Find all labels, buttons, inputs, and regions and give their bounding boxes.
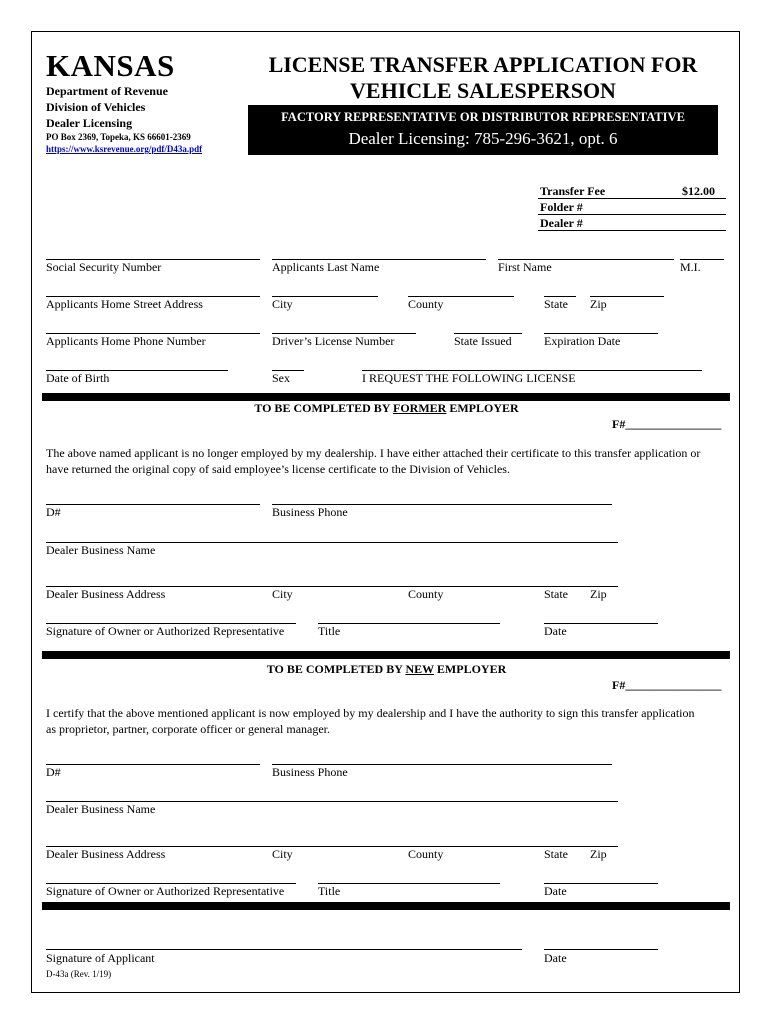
home-state-label: State	[544, 297, 568, 311]
new-zip-label: Zip	[590, 847, 607, 861]
last-name-label: Applicants Last Name	[272, 260, 380, 274]
home-city-label: City	[272, 297, 293, 311]
former-employer-statement: The above named applicant is no longer employed by my dealership. I have either attached their certificate to this transfer application or have returned the original copy of said employee’s license certificate to the Division of Vehicles.	[46, 446, 701, 476]
new-state-label: State	[544, 847, 568, 861]
header-dark-box	[248, 105, 718, 155]
home-county-label: County	[408, 297, 444, 311]
transfer-fee-label: Transfer Fee	[540, 184, 606, 198]
form-page	[31, 31, 740, 993]
mailing-address: PO Box 2369, Topeka, KS 66601-2369	[46, 132, 191, 142]
dl-expiration-label: Expiration Date	[544, 334, 621, 348]
new-employer-heading: TO BE COMPLETED BY NEW EMPLOYER	[266, 662, 507, 676]
folder-number-field[interactable]	[538, 214, 726, 215]
dl-state-issued-label: State Issued	[454, 334, 512, 348]
transfer-fee-value: $12.00	[682, 184, 715, 198]
applicant-signature-field[interactable]	[46, 949, 522, 950]
sex-label: Sex	[272, 371, 290, 385]
new-title-field[interactable]	[318, 883, 500, 884]
mi-label: M.I.	[680, 260, 701, 274]
form-title-line1: LICENSE TRANSFER APPLICATION FOR	[268, 52, 698, 77]
applicant-signature-label: Signature of Applicant	[46, 951, 155, 965]
form-revision-id: D-43a (Rev. 1/19)	[46, 969, 112, 979]
applicant-date-label: Date	[544, 951, 567, 965]
form-title-line2: VEHICLE SALESPERSON	[350, 78, 616, 103]
license-request-label: I REQUEST THE FOLLOWING LICENSE	[362, 371, 576, 385]
section-divider-former	[42, 393, 730, 401]
new-title-label: Title	[318, 884, 341, 898]
new-signature-label: Signature of Owner or Authorized Representative	[46, 884, 285, 898]
unit-name: Dealer Licensing	[46, 116, 133, 130]
folder-number-label: Folder #	[540, 200, 583, 214]
new-business-address-label: Dealer Business Address	[46, 847, 166, 861]
state-title: KANSAS	[46, 48, 175, 83]
new-city-label: City	[272, 847, 293, 861]
division-name: Division of Vehicles	[46, 100, 146, 114]
new-employer-statement: I certify that the above mentioned applicant is now employed by my dealership and I have the authority to sign this transfer application as proprietor, partner, corporate officer or general manager.	[46, 706, 695, 736]
dl-number-label: Driver’s License Number	[272, 334, 395, 348]
former-county-label: County	[408, 587, 444, 601]
first-name-label: First Name	[498, 260, 552, 274]
new-business-name-label: Dealer Business Name	[46, 802, 156, 816]
dept-name: Department of Revenue	[46, 84, 168, 98]
form-subtitle: FACTORY REPRESENTATIVE OR DISTRIBUTOR REPRESENTATIVE	[281, 110, 685, 124]
new-f-number[interactable]: F#________________	[612, 678, 722, 692]
former-f-number[interactable]: F#________________	[612, 417, 722, 431]
former-business-name-label: Dealer Business Name	[46, 543, 156, 557]
section-divider-applicant	[42, 902, 730, 910]
new-date-label: Date	[544, 884, 567, 898]
home-street-label: Applicants Home Street Address	[46, 297, 203, 311]
ssn-label: Social Security Number	[46, 260, 162, 274]
former-employer-heading: TO BE COMPLETED BY FORMER EMPLOYER	[254, 401, 519, 415]
dob-label: Date of Birth	[46, 371, 110, 385]
applicant-date-field[interactable]	[544, 949, 658, 950]
new-county-label: County	[408, 847, 444, 861]
home-phone-label: Applicants Home Phone Number	[46, 334, 206, 348]
dealer-licensing-phone: Dealer Licensing: 785-296-3621, opt. 6	[348, 129, 618, 148]
dealer-number-label: Dealer #	[540, 216, 583, 230]
former-date-label: Date	[544, 624, 567, 638]
new-d-number-label: D#	[46, 765, 61, 779]
new-business-phone-label: Business Phone	[272, 765, 348, 779]
dealer-number-field[interactable]	[538, 230, 726, 231]
former-zip-label: Zip	[590, 587, 607, 601]
former-business-phone-label: Business Phone	[272, 505, 348, 519]
new-d-number-field[interactable]	[46, 764, 260, 765]
form-url-link[interactable]: https://www.ksrevenue.org/pdf/D43a.pdf	[46, 144, 203, 154]
former-title-label: Title	[318, 624, 341, 638]
former-d-number-label: D#	[46, 505, 61, 519]
former-d-number-field[interactable]	[46, 504, 260, 505]
transfer-fee-rule	[538, 198, 726, 199]
section-divider-new	[42, 651, 730, 659]
former-business-address-label: Dealer Business Address	[46, 587, 166, 601]
home-zip-label: Zip	[590, 297, 607, 311]
former-signature-label: Signature of Owner or Authorized Representative	[46, 624, 285, 638]
former-city-label: City	[272, 587, 293, 601]
former-title-field[interactable]	[318, 623, 500, 624]
former-state-label: State	[544, 587, 568, 601]
